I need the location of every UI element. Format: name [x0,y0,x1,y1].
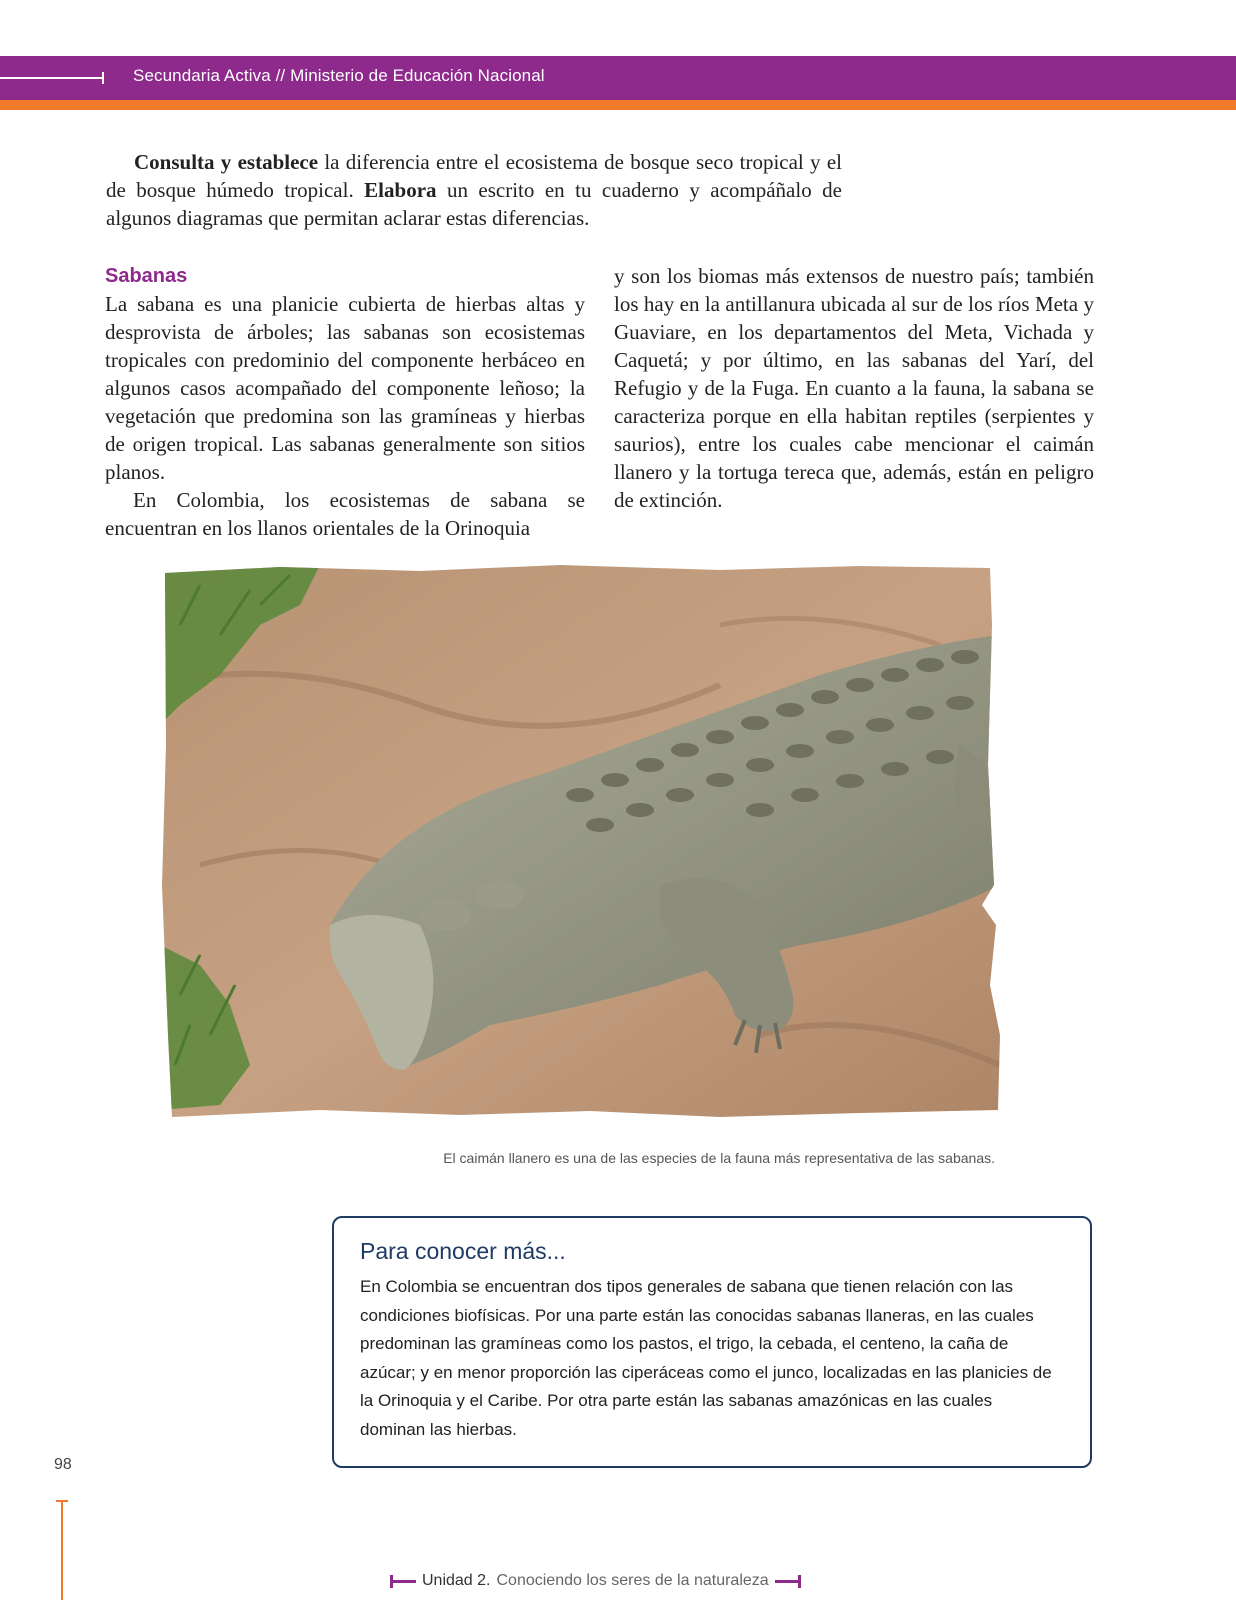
paragraph-definition: La sabana es una planicie cubierta de hierbas altas y desprovista de árboles; las sabanas son ecosistemas tropicales con predominio del componente herbáceo en algunos casos acompañado del componente leñoso; la vegetación que predomina son las gramíneas y hierbas de origen tropical. Las sabanas generalmente son sitios planos. [105,292,585,484]
footer-left-bar [390,1580,416,1583]
footer [390,1572,801,1590]
column-left [105,262,585,542]
intro-text-1: la diferencia entre el ecosistema de bosque seco tropical y el de bosque húmedo tropical. [106,150,842,202]
intro-bold-elabora: Elabora [364,178,437,202]
more-info-box [332,1216,1092,1468]
caiman-photo [160,565,1020,1130]
intro-bold-consulta: Consulta y establece [134,150,319,174]
header-rule [0,77,104,79]
margin-rule [61,1500,63,1600]
footer-unit-label: Unidad 2. [422,1572,491,1589]
more-info-text: En Colombia se encuentran dos tipos generales de sabana que tienen relación con las condiciones biofísicas. Por una parte están las conocidas sabanas llaneras, en las cuales predominan las gramíneas como los pastos, el trigo, la cebada, el centeno, la caña de azúcar; y en menor proporción las ciperáceas como el junco, localizadas en las planicies de la Orinoquia y el Caribe. Por otra parte están las sabanas amazónicas en las cuales dominan las hierbas. [360,1277,1052,1439]
header-title: Secundaria Activa // Ministerio de Educación Nacional [133,66,545,85]
footer-unit-title: Conociendo los seres de la naturaleza [496,1572,769,1589]
footer-right-bar [775,1580,801,1583]
column-right [614,262,1094,514]
paragraph-colombia-continued: y son los biomas más extensos de nuestro país; también los hay en la antillanura ubicada al sur de los ríos Meta y Guaviare, en los departamentos del Meta, Vichada y Caquetá; y por último, en las sabanas del Yarí, del Refugio y de la Fuga. En cuanto a la fauna, la sabana se caracteriza porque en ella habitan reptiles (serpientes y saurios), entre los cuales cabe mencionar el caimán llanero y la tortuga tereca que, además, están en peligro de extinción. [614,264,1094,512]
caiman-illustration [160,565,1020,1130]
page-number: 98 [54,1456,72,1473]
header-accent-stripe [0,100,1236,110]
intro-text-2: un escrito en tu cuaderno y acompáñalo de algunos diagramas que permitan aclarar estas diferencias. [106,178,842,230]
section-heading: Sabanas [105,265,188,287]
margin-rule-tick [56,1500,68,1502]
photo-caption: El caimán llanero es una de las especies de la fauna más representativa de las sabanas. [443,1150,995,1166]
more-info-title: Para conocer más... [360,1238,566,1264]
header-rule-tick [102,72,104,84]
paragraph-colombia-start: En Colombia, los ecosistemas de sabana se encuentran en los llanos orientales de la Orinoquia [105,488,585,540]
activity-instructions [106,148,842,232]
